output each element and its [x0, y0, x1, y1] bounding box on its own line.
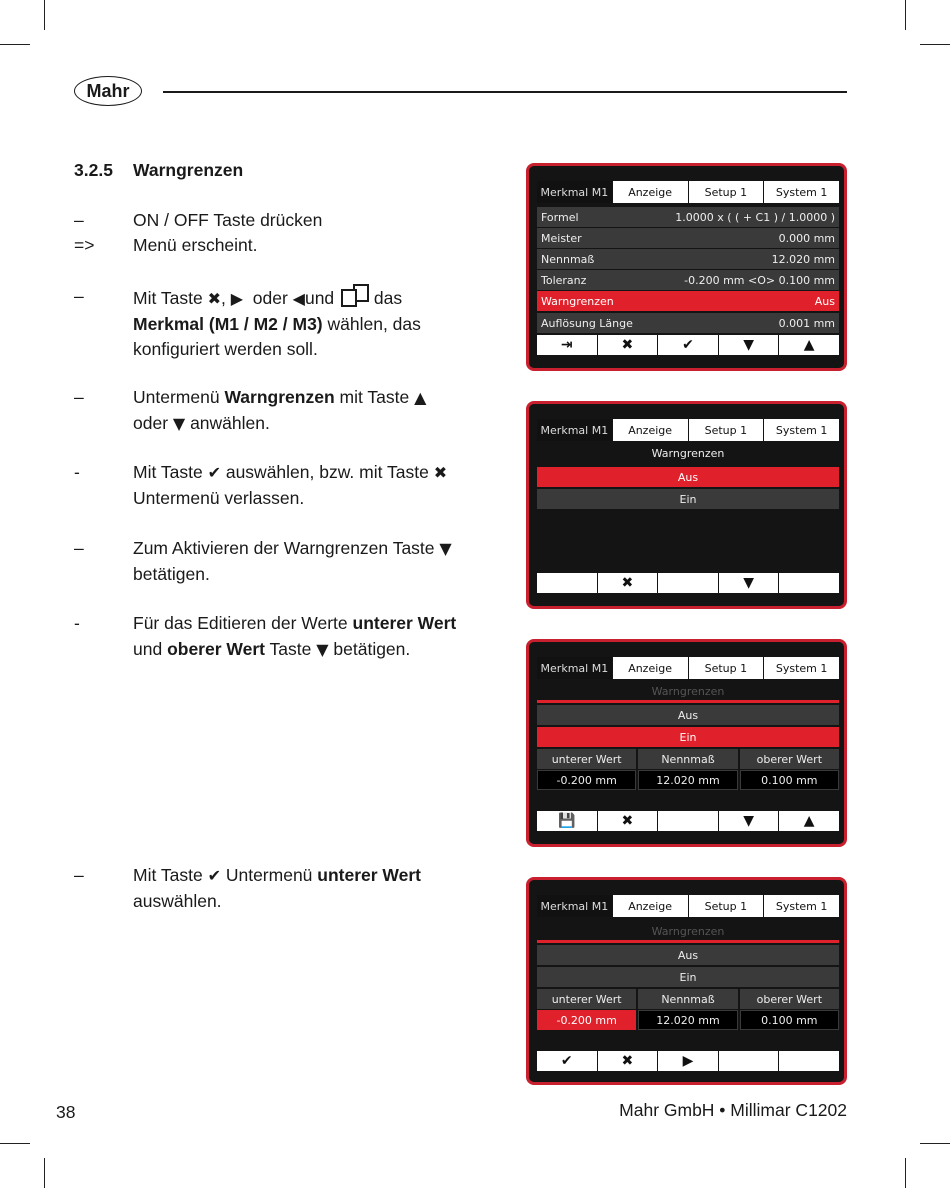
step-marker: - — [74, 462, 80, 482]
softkey-empty[interactable] — [779, 573, 839, 593]
submenu-title: Warngrenzen — [537, 922, 839, 943]
row-label: Meister — [541, 231, 582, 245]
option-aus[interactable]: Aus — [537, 705, 839, 725]
arrow-down-icon[interactable]: ▼ — [719, 335, 779, 355]
cancel-icon[interactable]: ✖ — [598, 335, 658, 355]
section-heading — [74, 160, 243, 181]
step-text: Mit Taste ✔ Untermenü unterer Wert auswählen. — [133, 865, 422, 911]
tab-setup[interactable]: Setup 1 — [689, 657, 764, 679]
device-screen-main-menu — [526, 163, 847, 371]
unterer-wert-field[interactable]: -0.200 mm — [537, 1010, 636, 1030]
value-labels — [537, 989, 839, 1009]
menu-row-aufloesung[interactable] — [537, 313, 839, 333]
step-text: Untermenü Warngrenzen mit Taste ▲ oder ▼ anwählen. — [133, 387, 427, 433]
crop-mark — [44, 1158, 45, 1188]
row-label: Formel — [541, 210, 579, 224]
tab-anzeige[interactable]: Anzeige — [613, 895, 688, 917]
row-value: Aus — [814, 294, 835, 308]
row-value: 0.001 mm — [778, 316, 835, 330]
softkey-empty[interactable] — [537, 573, 597, 593]
tab-system[interactable]: System 1 — [764, 419, 839, 441]
step-marker: – — [74, 387, 84, 407]
arrow-down-icon[interactable]: ▼ — [719, 811, 779, 831]
label-oberer-wert: oberer Wert — [740, 989, 839, 1009]
softkey-bar — [537, 335, 839, 355]
menu-row-toleranz[interactable] — [537, 270, 839, 290]
page-number: 38 — [56, 1102, 76, 1122]
menu-row-formel[interactable] — [537, 207, 839, 227]
step-marker: – — [74, 865, 84, 885]
step-marker: – — [74, 286, 84, 306]
footer-text: Mahr GmbH • Millimar C1202 — [619, 1100, 847, 1120]
save-icon[interactable]: 💾 — [537, 811, 597, 831]
menu-row-nennmass[interactable] — [537, 249, 839, 269]
tab-system[interactable]: System 1 — [764, 895, 839, 917]
label-unterer-wert: unterer Wert — [537, 989, 636, 1009]
option-ein[interactable]: Ein — [537, 489, 839, 509]
step-marker: – — [74, 538, 84, 558]
device-screen-warngrenzen-select — [526, 401, 847, 609]
tab-bar — [537, 895, 839, 917]
tab-anzeige[interactable]: Anzeige — [613, 657, 688, 679]
tab-merkmal[interactable]: Merkmal M1 — [537, 895, 612, 917]
submenu-title: Warngrenzen — [537, 682, 839, 703]
label-nennmass: Nennmaß — [638, 749, 737, 769]
tab-merkmal[interactable]: Merkmal M1 — [537, 419, 612, 441]
cancel-icon[interactable]: ✖ — [598, 573, 658, 593]
option-aus[interactable]: Aus — [537, 467, 839, 487]
step-marker: - — [74, 613, 80, 633]
crop-mark — [905, 1158, 906, 1188]
row-value: -0.200 mm <O> 0.100 mm — [684, 273, 835, 287]
tab-anzeige[interactable]: Anzeige — [613, 181, 688, 203]
pages-icon — [339, 284, 369, 306]
softkey-bar — [537, 1051, 839, 1071]
tab-merkmal[interactable]: Merkmal M1 — [537, 181, 612, 203]
check-icon[interactable]: ✔ — [537, 1051, 597, 1071]
menu-row-warngrenzen[interactable] — [537, 291, 839, 311]
row-value: 0.000 mm — [778, 231, 835, 245]
tab-system[interactable]: System 1 — [764, 181, 839, 203]
mahr-logo: Mahr — [74, 76, 142, 106]
menu-row-meister[interactable] — [537, 228, 839, 248]
crop-mark — [44, 0, 45, 30]
row-value: 12.020 mm — [771, 252, 835, 266]
oberer-wert-field[interactable]: 0.100 mm — [740, 1010, 839, 1030]
step-text: Mit Taste ✔ auswählen, bzw. mit Taste ✖ Untermenü verlassen. — [133, 462, 448, 508]
value-fields — [537, 1010, 839, 1030]
crop-mark — [905, 0, 906, 30]
softkey-empty[interactable] — [719, 1051, 779, 1071]
step-text: ON / OFF Taste drücken — [133, 210, 323, 230]
softkey-bar — [537, 811, 839, 831]
arrow-up-icon[interactable]: ▲ — [779, 811, 839, 831]
row-label: Nennmaß — [541, 252, 595, 266]
softkey-empty[interactable] — [658, 811, 718, 831]
softkey-empty[interactable] — [779, 1051, 839, 1071]
arrow-down-icon[interactable]: ▼ — [719, 573, 779, 593]
label-unterer-wert: unterer Wert — [537, 749, 636, 769]
label-oberer-wert: oberer Wert — [740, 749, 839, 769]
tab-bar — [537, 419, 839, 441]
cancel-icon[interactable]: ✖ — [598, 1051, 658, 1071]
section-title: Warngrenzen — [133, 160, 244, 180]
oberer-wert-field[interactable]: 0.100 mm — [740, 770, 839, 790]
arrow-up-icon[interactable]: ▲ — [779, 335, 839, 355]
tab-setup[interactable]: Setup 1 — [689, 419, 764, 441]
option-ein[interactable]: Ein — [537, 967, 839, 987]
crop-mark — [0, 44, 30, 45]
arrow-right-icon[interactable]: ▶ — [658, 1051, 718, 1071]
tab-setup[interactable]: Setup 1 — [689, 895, 764, 917]
row-label: Toleranz — [541, 273, 587, 287]
option-aus[interactable]: Aus — [537, 945, 839, 965]
tab-anzeige[interactable]: Anzeige — [613, 419, 688, 441]
section-number: 3.2.5 — [74, 160, 113, 180]
nennmass-field[interactable]: 12.020 mm — [638, 770, 737, 790]
label-nennmass: Nennmaß — [638, 989, 737, 1009]
step-text: Für das Editieren der Werte unterer Wert und oberer Wert Taste ▼ betätigen. — [133, 613, 457, 659]
row-label: Auflösung Länge — [541, 316, 633, 330]
tab-bar — [537, 657, 839, 679]
submenu-title: Warngrenzen — [651, 446, 725, 460]
tab-setup[interactable]: Setup 1 — [689, 181, 764, 203]
row-value: 1.0000 x ( ( + C1 ) / 1.0000 ) — [675, 210, 835, 224]
softkey-empty[interactable] — [658, 573, 718, 593]
step-text: Menü erscheint. — [133, 235, 258, 255]
exit-icon[interactable]: ⇥ — [537, 335, 597, 355]
device-screen-unterer-wert — [526, 877, 847, 1085]
softkey-bar — [537, 573, 839, 593]
crop-mark — [920, 44, 950, 45]
tab-merkmal[interactable]: Merkmal M1 — [537, 657, 612, 679]
crop-mark — [0, 1143, 30, 1144]
step-text: Mit Taste ✖, ▶ oder ◀und das Merkmal (M1 / M2 / M3) wählen, das konfiguriert werden soll. — [133, 284, 463, 363]
tab-system[interactable]: System 1 — [764, 657, 839, 679]
crop-mark — [920, 1143, 950, 1144]
check-icon[interactable]: ✔ — [658, 335, 718, 355]
tab-bar — [537, 181, 839, 203]
unterer-wert-field[interactable]: -0.200 mm — [537, 770, 636, 790]
value-labels — [537, 749, 839, 769]
step-text: Zum Aktivieren der Warngrenzen Taste ▼ betätigen. — [133, 538, 452, 584]
option-ein[interactable]: Ein — [537, 727, 839, 747]
value-fields — [537, 770, 839, 790]
device-screen-warngrenzen-ein — [526, 639, 847, 847]
cancel-icon[interactable]: ✖ — [598, 811, 658, 831]
header-rule — [163, 91, 847, 93]
step-marker: – — [74, 210, 84, 230]
row-label: Warngrenzen — [541, 294, 614, 308]
nennmass-field[interactable]: 12.020 mm — [638, 1010, 737, 1030]
step-marker: => — [74, 235, 95, 255]
